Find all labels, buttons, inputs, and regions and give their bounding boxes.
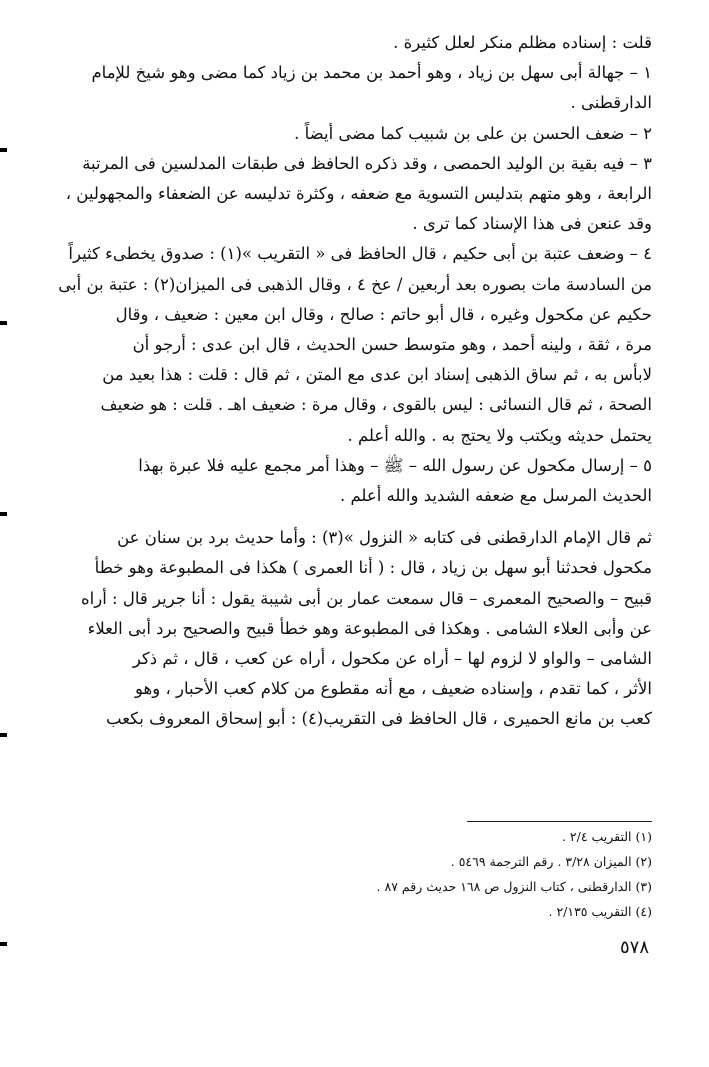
text-line: عن وأبى العلاء الشامى . وهكذا فى المطبوعة وهو خطأ قبيح والصحيح برد أبى العلاء: [87, 618, 652, 638]
text-line: كعب بن مانع الحميرى ، قال الحافظ فى التقريب(٤) : أبو إسحاق المعروف بكعب: [106, 709, 652, 729]
main-text: [40, 28, 652, 735]
text-line: الأثر ، كما تقدم ، وإسناده ضعيف ، مع أنه مقطوع من كلام كعب الأحبار ، وهو: [135, 679, 652, 699]
text-line: ١ – جهالة أبى سهل بن زياد ، وهو أحمد بن محمد بن زياد كما مضى وهو شيخ للإمام: [91, 63, 652, 83]
text-line: يحتمل حديثه ويكتب ولا يحتج به . والله أعلم .: [347, 425, 652, 445]
text-line: الدارقطنى .: [570, 93, 652, 113]
text-line: الشامى – والواو لا لزوم لها – أراه عن مكحول ، أراه عن كعب ، قال ، ثم ذكر: [132, 649, 652, 669]
footnote: (٣) الدارقطنى ، كتاب النزول ص ١٦٨ حديث رقم ٨٧ .: [376, 879, 652, 894]
scan-margin-mark: [0, 733, 7, 737]
scan-margin-mark: [0, 148, 7, 152]
text-line: الصحة ، ثم قال النسائى : ليس بالقوى ، وقال مرة : ضعيف اهـ . قلت : هو ضعيف: [100, 395, 652, 415]
text-line: الرابعة ، وهو متهم بتدليس التسوية مع ضعفه ، وكثرة تدليسه عن الضعفاء والمجهولين ،: [65, 184, 652, 204]
scan-margin-mark: [0, 321, 7, 325]
text-line: حكيم عن مكحول وغيره ، قال أبو حاتم : صالح ، وقال ابن معين : ضعيف ، وقال: [115, 304, 652, 324]
text-line: ٥ – إرسال مكحول عن رسول الله – ﷺ – وهذا أمر مجمع عليه فلا عبرة بهذا: [138, 455, 652, 475]
text-line: لابأس به ، ثم ساق الذهبى إسناد ابن عدى مع المتن ، ثم قال : قلت : هذا بعيد من: [102, 365, 652, 385]
text-line: قبيح – والصحيح المعمرى – قال سمعت عمار بن أبى شيبة يقول : أنا جرير قال : أراه: [81, 588, 652, 608]
footnote: (٢) الميزان ٣/٢٨ . رقم الترجمة ٥٤٦٩ .: [450, 854, 652, 869]
text-line: الحديث المرسل مع ضعفه الشديد والله أعلم .: [339, 486, 652, 506]
text-line: قلت : إسناده مظلم منكر لعلل كثيرة .: [393, 33, 652, 52]
text-line: ٢ – ضعف الحسن بن على بن شبيب كما مضى أيضاً .: [294, 123, 652, 143]
footnote-divider: [467, 821, 652, 822]
footnote: (١) التقريب ٢/٤ .: [561, 829, 652, 844]
text-line: مكحول فحدثنا أبو سهل بن زياد ، قال : ( أنا العمرى ) هكذا فى المطبوعة وهو خطأ: [94, 558, 652, 578]
paragraph-gap: [40, 511, 652, 523]
text-line: مرة ، ثقة ، ولينه أحمد ، وهو متوسط حسن الحديث ، قال ابن عدى : أرجو أن: [132, 335, 652, 355]
scan-margin-mark: [0, 512, 7, 516]
text-line: وقد عنعن فى هذا الإسناد كما ترى .: [412, 214, 652, 234]
page-number: ٥٧٨: [619, 937, 649, 958]
text-line: ٣ – فيه بقية بن الوليد الحمصى ، وقد ذكره الحافظ فى طبقات المدلسين فى المرتبة: [82, 153, 652, 173]
text-line: ٤ – وضعف عتبة بن أبى حكيم ، قال الحافظ فى « التقريب »(١) : صدوق يخطىء كثيراً: [68, 244, 652, 264]
text-line: ثم قال الإمام الدارقطنى فى كتابه « النزول »(٣) : وأما حديث برد بن سنان عن: [117, 528, 652, 548]
text-line: من السادسة مات بصوره بعد أربعين / عخ ٤ ، وقال الذهبى فى الميزان(٢) : عتبة بن أبى: [58, 274, 652, 294]
footnote: (٤) التقريب ٢/١٣٥ .: [548, 904, 652, 919]
scan-margin-mark: [0, 942, 7, 946]
